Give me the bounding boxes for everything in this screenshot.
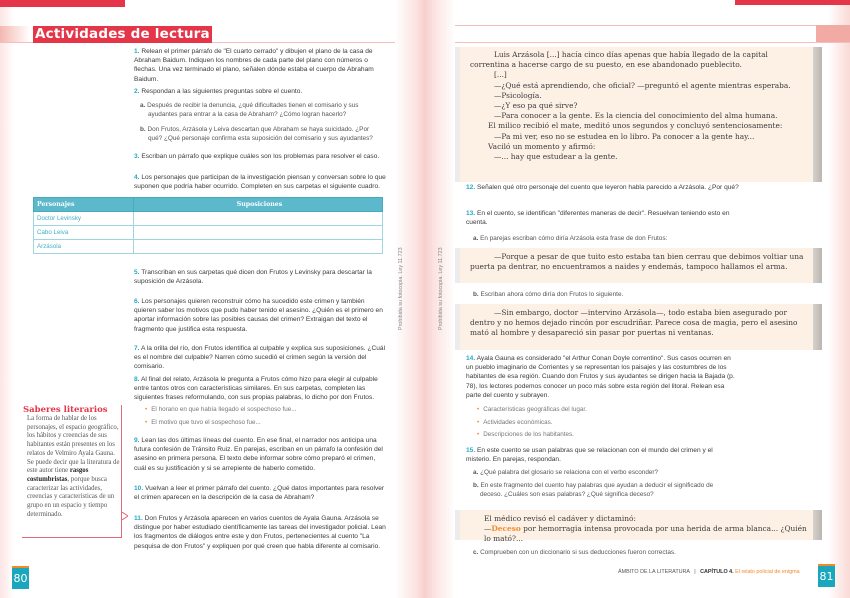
quote-edge [813,47,822,182]
question-6: 6. Los personajes quieren reconstruir cómo ha sucedido este crimen y también quieren saber los motivos que pudo haber tenido el asesino. ¿Quién es el primero en aportar información sobre las posibles causas del crimen? Extraigan del texto el fragmento que justifica esta respuesta. [134,298,383,333]
excerpt-quote-1 [455,47,822,182]
question-10: 10. Vuelvan a leer el primer párrafo del cuento. ¿Qué datos importantes para resolver el crimen aparecen en la descripción de la casa de Abraham? [134,485,385,502]
table-cell-character: Cabo Leiva [34,226,134,240]
question-8-bullet: • El motivo que tuvo el sospechoso fue... [145,419,261,426]
corner-decoration [816,25,850,42]
quote-edge [813,304,822,350]
quote-line: —¿Qué está aprendiendo, che oficial? —preguntó el agente mientras esperaba. [494,80,791,90]
suppositions-table [33,197,383,254]
question-text: Respondan a las siguientes preguntas sobre el cuento. [141,88,303,95]
top-accent-bar-right [735,0,850,5]
question-14-bullet: • Actividades económicas. [477,419,553,426]
question-15c: c. Comprueben con un diccionario si sus deducciones fueron correctas. [473,549,676,556]
question-13: 13. En el cuento, se identifican "diferentes maneras de decir". Resuelvan teniendo esto en cuenta. [466,210,730,227]
page-number-left: 80 [12,566,29,589]
bullet-icon: • [145,406,148,413]
excerpt-quote-3: —Sin embargo, doctor —intervino Arzásola—, todo estaba bien asegurado por dentro y no hemos dejado rincón por escudriñar. Parece cosa de magia, pero el asesino mató al hombre y desapareció sin pasar por puertas ni ventanas. [455,304,822,350]
key-term: rasgos costumbristas [27,467,89,483]
question-2 [134,87,386,96]
question-11: 11. Don Frutos y Arzásola aparecen en varios cuentos de Ayala Gauna. Arzásola se distingue por haber estudiado científicamente las tareas del investigador policial. Lean los fragmentos de diálogos entre este y don Frutos, pertenecientes al cuento "La pesquisa de don Frutos" y expliquen por qué creen que habla diferente al comisario. [134,515,386,550]
highlighted-word: Deceso [491,524,521,534]
question-8: 8. Al final del relato, Arzásola le pregunta a Frutos cómo hizo para elegir al culpable entre tantos otros con características similares. En sus carpetas, completen las siguientes frases reformulando, con sus propias palabras, lo dicho por don Frutos. [134,376,378,402]
question-4: 4. Los personajes que participan de la investigación piensan y conversan sobre lo que suponen que podría haber ocurrido. Completen en sus carpetas el siguiente cuadro. [134,174,386,191]
question-3: 3. Escriban un párrafo que explique cuáles son los problemas para resolver el caso. [134,153,380,160]
section-title: Actividades de lectura [35,26,210,42]
quote-edge [813,248,822,283]
quote-line: El milico recibió el mate, meditó unos segundos y concluyó sentenciosamente: [488,121,783,131]
question-2a: a. Después de recibir la denuncia, ¿qué dificultades tienen el comisario y sus ayudantes para entrar a la casa de Abraham? ¿Cómo logran hacerlo? [140,102,359,118]
bullet-icon: • [477,419,480,426]
bullet-icon: • [477,406,480,413]
excerpt-quote-2: —Porque a pesar de que tuito esto estaba tan bien cerrau que debimos voltiar una puerta pa dentrar, no encuentramos a naides y endemás, tampoco hallamos el arma. [455,248,822,283]
quote-edge [813,510,822,540]
question-14: 14. Ayala Gauna es considerado "el Arthur Conan Doyle correntino". Sus casos ocurren en un pueblo imaginario de Corrientes y se representan los paisajes y las costumbres de los habitantes de esa región. Cuando don Frutos y sus ayudantes se dirigen hacia la Bajada (p. 78), los lectores podemos conocer un poco más sobre esta región del litoral. Relean esa parte del cuento y subrayen. [466,355,735,399]
top-accent-bar-left [0,0,125,7]
excerpt-quote-4: El médico revisó el cadáver y dictaminó: —Deceso por hemorragia intensa provocada por una herida de arma blanca... ¿Quién lo mató?... [455,510,822,540]
quote-line: Luis Arzásola [...] hacía cinco días apenas que había llegado de la capital correntina a hacerse cargo de su puesto, en ese abandonado pueblecito. [470,50,768,70]
callout-pointer-icon [122,512,128,520]
copyright-notice-left: Prohibida su fotocopia. Ley 11.723 [398,247,404,330]
column-header-suposiciones: Suposiciones [134,198,383,212]
question-7: 7. A la orilla del río, don Frutos identifica al culpable y explica sus suposiciones. ¿Cuál es el nombre del culpable? Narren cómo sucedió el crimen según la versión del comisario. [134,345,386,371]
question-15: 15. En este cuento se usan palabras que se relacionan con el mundo del crimen y el misterio. En parejas, respondan. [466,447,713,464]
table-cell-character: Doctor Levinsky [34,212,134,226]
quote-line: Vaciló un momento y afirmó: [488,141,596,151]
question-number: 1. [134,48,140,55]
question-13a: a. En parejas escriban cómo diría Arzásola esta frase de don Frutos: [473,235,668,242]
table-row [34,240,383,254]
bullet-icon: • [145,419,148,426]
saberes-literarios-title: Saberes literarios [23,405,108,415]
page-edge-left [0,0,14,598]
table-row [34,226,383,240]
divider-top-right [455,25,850,26]
saberes-literarios-text: La forma de hablar de los personajes, el espacio geográfico, los hábitos y creencias de sus habitantes están presentes en los relatos de Velmiro Ayala Gauna. Se puede decir que la literatura de este autor tiene rasgos costumbristas, porque busca caracterizar las actividades, creencias y características de un grupo en un espacio y tiempo determinado. [27,415,120,518]
question-15a: a. ¿Qué palabra del glosario se relaciona con el verbo esconder? [473,469,659,476]
book-gutter [395,0,455,598]
question-2b: b. Don Frutos, Arzásola y Leiva descartan que Abraham se haya suicidado. ¿Por qué? ¿Qué personaje confirma esta suposición del comisario y sus ayudantes? [140,126,373,142]
quote-line: —Psicología. [494,90,542,100]
question-15b: b. En este fragmento del cuento hay palabras que ayudan a deducir el significado de deceso. ¿Cuáles son esas palabras? ¿Qué significa deceso? [473,482,714,498]
quote-line: —Pa mi ver, eso no se estudea en lo libro. Pa conocer a la gente hay... [494,131,755,141]
question-13b: b. Escriban ahora cómo diría don Frutos lo siguiente. [473,291,624,298]
question-14-bullet: • Características geográficas del lugar. [477,406,587,413]
question-number: 2. [134,88,140,95]
question-12: 12. Señalen qué otro personaje del cuento que leyeron habla parecido a Arzásola. ¿Por qué? [466,184,739,191]
quote-line: —¿Y eso pa qué sirve? [494,101,578,111]
question-14-bullet: • Descripciones de los habitantes. [477,431,574,438]
question-9: 9. Lean las dos últimas líneas del cuento. En ese final, el narrador nos anticipa una futura confesión de Tránsito Ruiz. En parejas, escriban en un párrafo la confesión del asesino en primera persona. El texto debe informar sobre cómo preparó el crimen, cuál es su justificación y si se arrepiente de haberlo cometido. [134,437,383,472]
column-header-personajes: Personajes [34,198,134,212]
quote-line: [...] [494,70,507,80]
quote-line: —Para conocer a la gente. Es la ciencia del conocimiento del alma humana. [494,111,778,121]
table-row [34,212,383,226]
page-edge-right [828,0,850,598]
question-1 [134,47,386,84]
table-cell-character: Arzásola [34,240,134,254]
divider-top-right-2 [455,42,850,43]
page-number-right: 81 [818,564,835,587]
table-header-row [34,198,383,212]
table-cell-supposition [134,240,383,254]
question-8-bullet: • El horario en que había llegado el sospechoso fue... [145,406,297,413]
page-footer: ÁMBITO DE LA LITERATURA | CAPÍTULO 4. El relato policial de enigma [618,569,800,575]
copyright-notice-right: Prohibida su fotocopia. Ley 11.723 [438,247,444,330]
quote-line: —... hay que estudear a la gente. [494,152,618,162]
bullet-icon: • [477,431,480,438]
question-5: 5. Transcriban en sus carpetas qué dicen don Frutos y Levinsky para descartar la suposición de Arzásola. [134,269,372,286]
table-cell-supposition [134,226,383,240]
question-text: Relean el primer párrafo de "El cuarto cerrado" y dibujen el plano de la casa de Abraham Baidum. Indiquen los nombres de cada parte del plano con números o flechas. Una vez terminado el plano, señalen dónde estaba el cuerpo de Abraham Baidum. [134,48,374,83]
table-cell-supposition [134,212,383,226]
